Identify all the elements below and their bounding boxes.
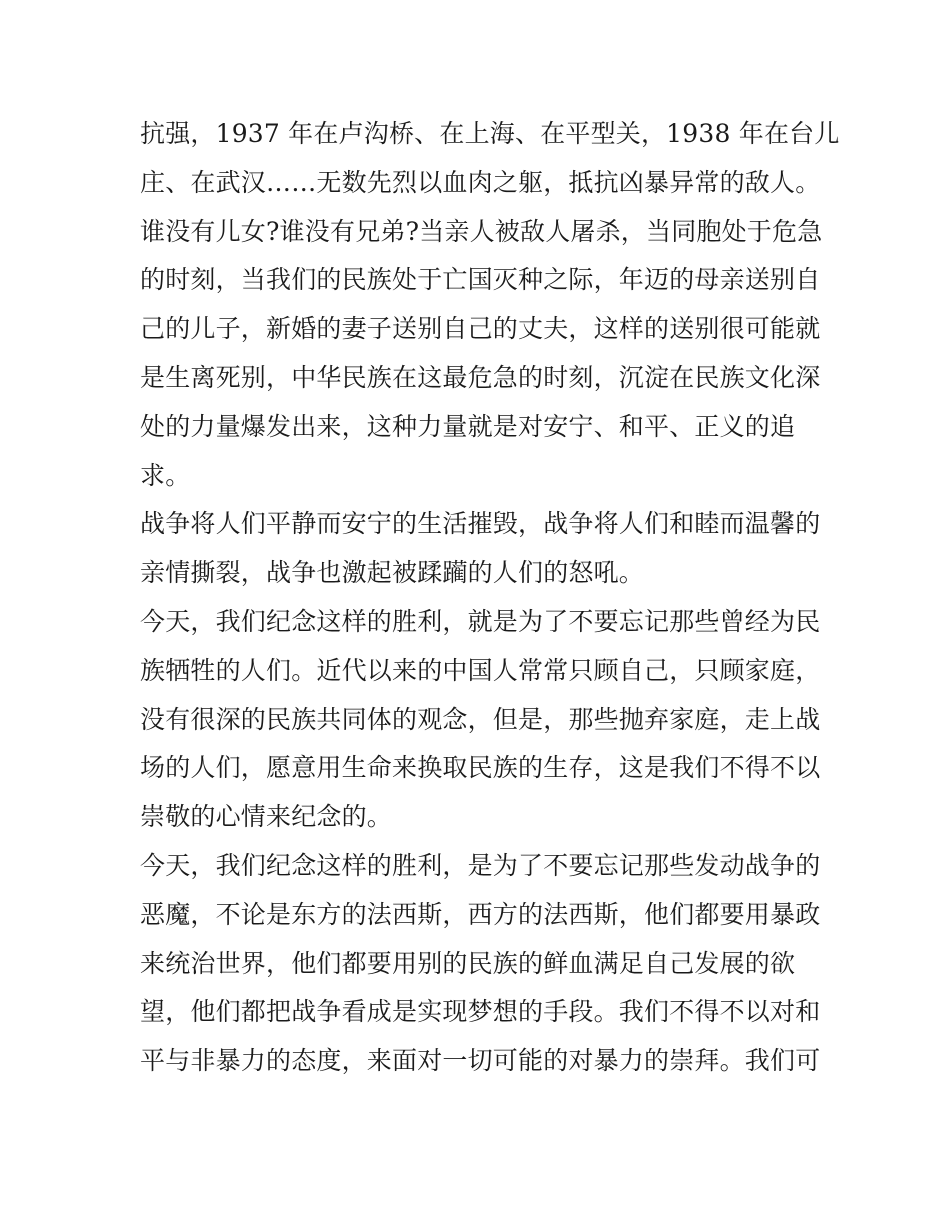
text-line: 族牺牲的人们。近代以来的中国人常常只顾自己，只顾家庭， [140, 655, 821, 685]
text-line: 是生离死别，中华民族在这最危急的时刻，沉淀在民族文化深 [140, 362, 821, 392]
text-line: 求。 [140, 460, 191, 490]
text-line: 抗强，1937 年在卢沟桥、在上海、在平型关，1938 年在台儿 [140, 119, 840, 148]
text-line: 来统治世界，他们都要用别的民族的鲜血满足自己发展的欲 [140, 948, 796, 978]
text-line: 崇敬的心情来纪念的。 [140, 802, 393, 832]
text-line: 场的人们，愿意用生命来换取民族的生存，这是我们不得不以 [140, 753, 821, 783]
text-line: 没有很深的民族共同体的观念，但是，那些抛弃家庭，走上战 [140, 704, 821, 734]
body-text [140, 110, 840, 1086]
text-line: 己的儿子，新婚的妻子送别自己的丈夫，这样的送别很可能就 [140, 314, 821, 344]
text-line: 战争将人们平静而安宁的生活摧毁，战争将人们和睦而温馨的 [140, 509, 821, 539]
text-line: 今天，我们纪念这样的胜利，是为了不要忘记那些发动战争的 [140, 850, 821, 880]
text-line: 望，他们都把战争看成是实现梦想的手段。我们不得不以对和 [140, 997, 821, 1027]
text-line: 的时刻，当我们的民族处于亡国灭种之际，年迈的母亲送别自 [140, 265, 821, 295]
text-line: 亲情撕裂，战争也激起被蹂躏的人们的怒吼。 [140, 558, 645, 588]
text-line: 谁没有儿女?谁没有兄弟?当亲人被敌人屠杀，当同胞处于危急 [140, 216, 823, 246]
text-line: 恶魔，不论是东方的法西斯，西方的法西斯，他们都要用暴政 [140, 899, 821, 929]
text-line: 今天，我们纪念这样的胜利，就是为了不要忘记那些曾经为民 [140, 606, 821, 636]
text-line: 庄、在武汉……无数先烈以血肉之躯，抵抗凶暴异常的敌人。 [140, 167, 821, 197]
text-line: 平与非暴力的态度，来面对一切可能的对暴力的崇拜。我们可 [140, 1046, 821, 1076]
text-line: 处的力量爆发出来，这种力量就是对安宁、和平、正义的追 [140, 411, 796, 441]
